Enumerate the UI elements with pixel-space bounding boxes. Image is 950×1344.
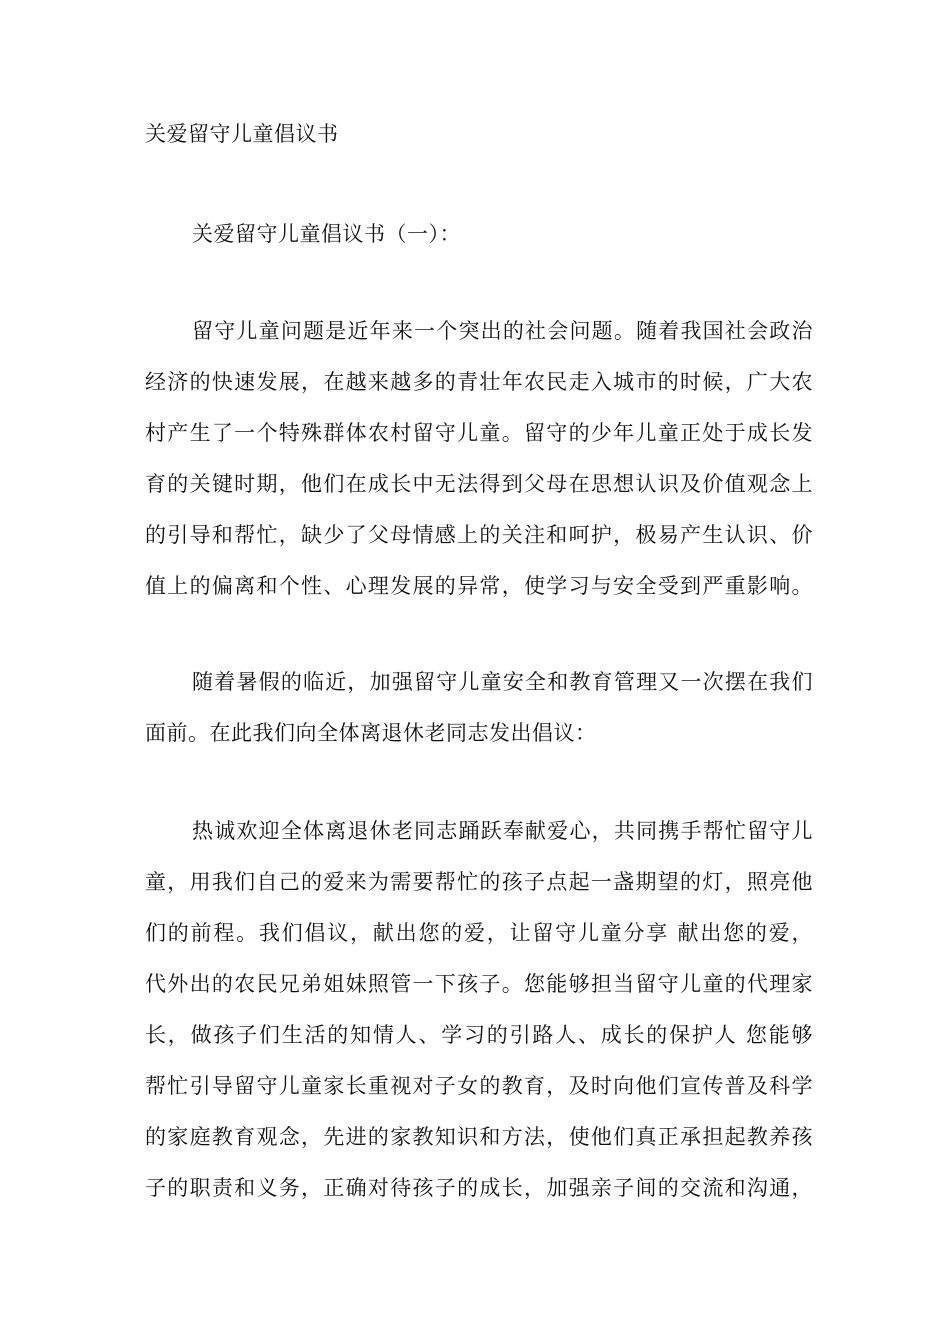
paragraph-line: 的家庭教育观念，先进的家教知识和方法，使他们真正承担起教养孩 [145,1125,813,1149]
paragraph-line: 热诚欢迎全体离退休老同志踊跃奉献爱心，共同携手帮忙留守儿 [192,819,813,843]
paragraph-line: 值上的偏离和个性、心理发展的异常，使学习与安全受到严重影响。 [145,574,813,598]
document-title: 关爱留守儿童倡议书 [145,122,339,146]
paragraph-line: 村产生了一个特殊群体农村留守儿童。留守的少年儿童正处于成长发 [145,421,813,445]
paragraph-line: 面前。在此我们向全体离退休老同志发出倡议： [145,721,597,745]
paragraph-line: 随着暑假的临近，加强留守儿童安全和教育管理又一次摆在我们 [192,670,813,694]
paragraph-line: 帮忙引导留守儿童家长重视对子女的教育，及时向他们宣传普及科学 [145,1074,813,1098]
paragraph-2 [145,657,813,759]
section-heading: 关爱留守儿童倡议书（一）： [192,222,461,246]
paragraph-1 [145,306,813,612]
paragraph-line: 们的前程。我们倡议，献出您的爱，让留守儿童分享 献出您的爱， [145,921,813,945]
paragraph-line: 子的职责和义务，正确对待孩子的成长，加强亲子间的交流和沟通， [145,1176,813,1200]
paragraph-3 [145,806,813,1214]
paragraph-line: 的引导和帮忙，缺少了父母情感上的关注和呵护，极易产生认识、价 [145,523,813,547]
paragraph-line: 代外出的农民兄弟姐妹照管一下孩子。您能够担当留守儿童的代理家 [145,972,813,996]
paragraph-line: 育的关键时期，他们在成长中无法得到父母在思想认识及价值观念上 [145,472,813,496]
paragraph-line: 经济的快速发展，在越来越多的青壮年农民走入城市的时候，广大农 [145,370,813,394]
paragraph-line: 长，做孩子们生活的知情人、学习的引路人、成长的保护人 您能够 [145,1023,813,1047]
paragraph-line: 留守儿童问题是近年来一个突出的社会问题。随着我国社会政治 [192,319,813,343]
paragraph-line: 童，用我们自己的爱来为需要帮忙的孩子点起一盏期望的灯，照亮他 [145,870,813,894]
